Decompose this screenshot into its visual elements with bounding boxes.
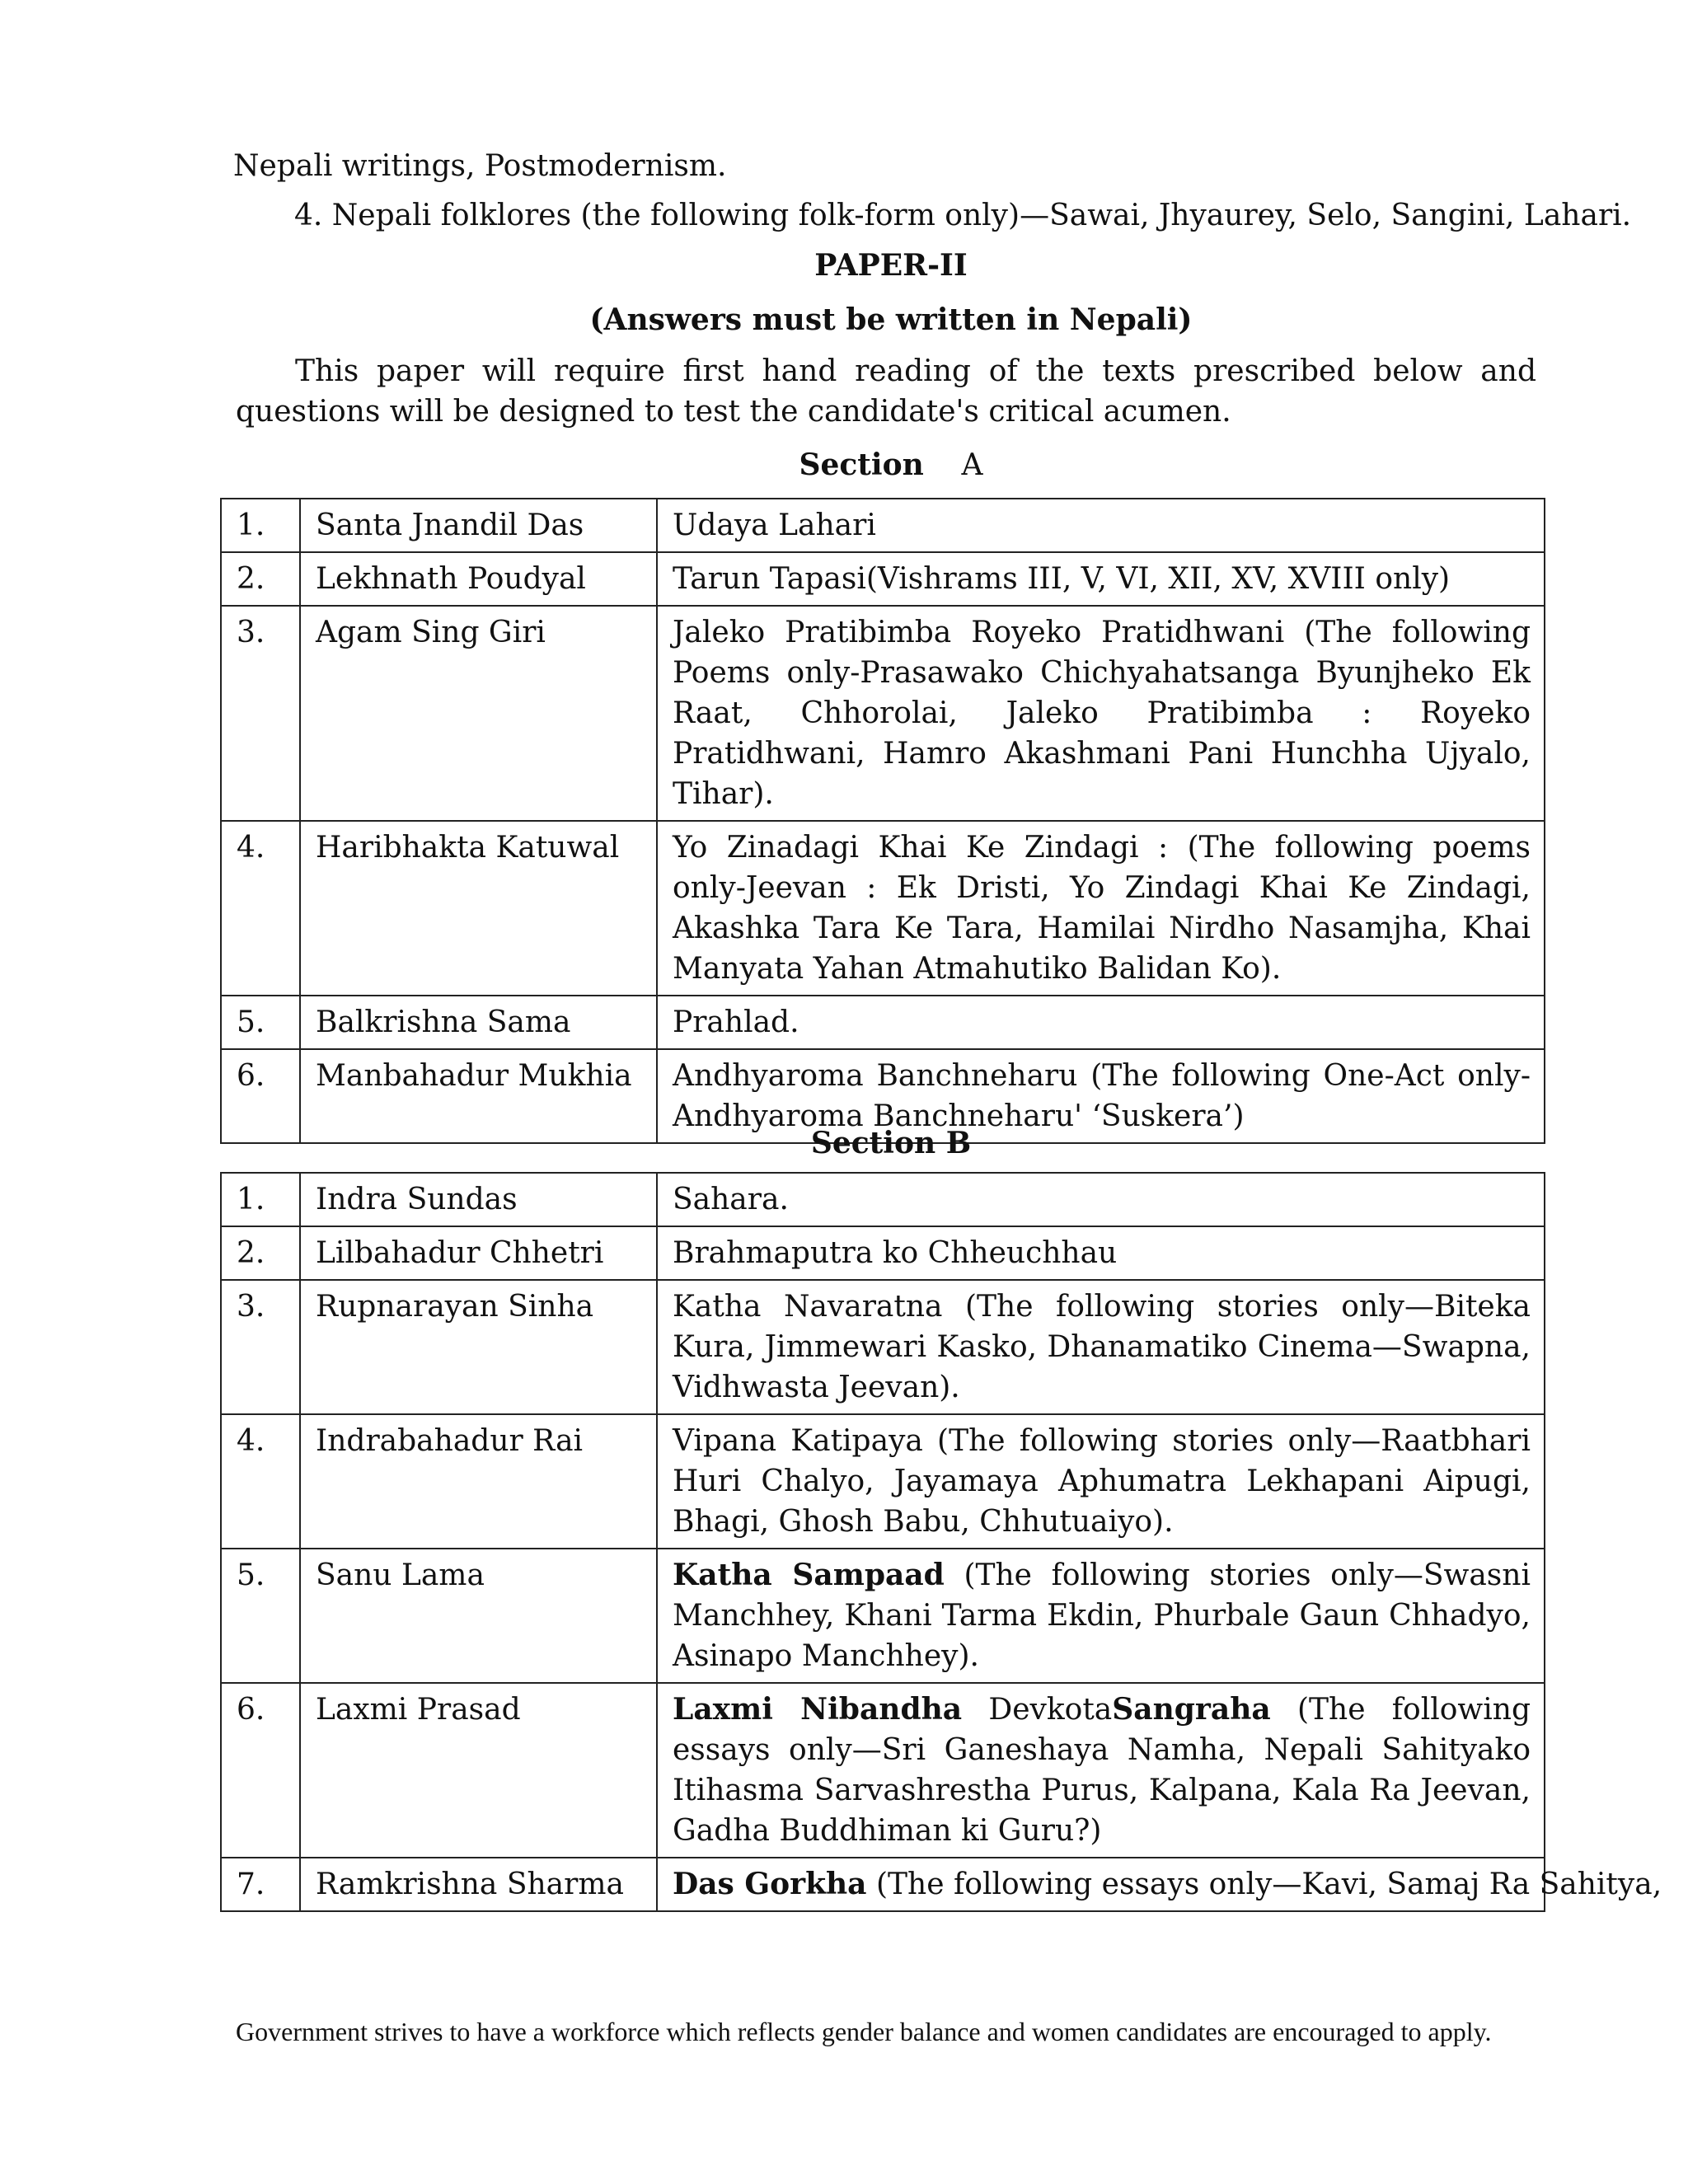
work-title: Katha Navaratna (The following stories only—Biteka Kura, Jimmewari Kasko, Dhanamatiko Cinema—Swapna, Vidhwasta Jeevan). [657, 1280, 1545, 1414]
author-name: Indra Sundas [300, 1173, 657, 1226]
work-title [657, 1858, 1662, 1911]
author-name: Santa Jnandil Das [300, 499, 657, 552]
author-name: Balkrishna Sama [300, 996, 657, 1049]
section-a-letter: A [961, 448, 983, 482]
row-number: 4. [221, 821, 300, 996]
paper-subtitle: (Answers must be written in Nepali) [589, 302, 1193, 337]
row-number: 6. [221, 1683, 300, 1858]
work-title: Yo Zinadagi Khai Ke Zindagi : (The following poems only-Jeevan : Ek Dristi, Yo Zindagi Khai Ke Zindagi, Akashka Tara Ke Tara, Hamilai Nirdho Nasamjha, Khai Manyata Yahan Atmahutiko Balidan Ko). [657, 821, 1545, 996]
folklore-item: 4. Nepali folklores (the following folk-form only)—Sawai, Jhyaurey, Selo, Sangini, Lahari. [294, 199, 1632, 232]
work-title-bold: Das Gorkha [673, 1867, 867, 1901]
table-row [221, 996, 1545, 1049]
work-title-rest: (The following essays only—Sri Ganeshaya Namha, Nepali Sahityako Itihasma Sarvashrestha Purus, Kalpana, Kala Ra Jeevan, Gadha Buddhiman ki Guru?) [673, 1693, 1531, 1848]
author-name: Lekhnath Poudyal [300, 552, 657, 606]
section-a-table [220, 498, 1545, 1144]
table-row [221, 1549, 1545, 1683]
row-number: 1. [221, 499, 300, 552]
author-name: Ramkrishna Sharma [300, 1858, 657, 1911]
work-title: Udaya Lahari [657, 499, 1545, 552]
row-number: 1. [221, 1173, 300, 1226]
row-number: 5. [221, 1549, 300, 1683]
table-row [221, 821, 1545, 996]
section-b-table [220, 1172, 1662, 1912]
work-title-mid: Devkota [962, 1693, 1113, 1727]
work-title: Andhyaroma Banchneharu (The following One-Act only-Andhyaroma Banchneharu' ‘Suskera’) [657, 1049, 1545, 1143]
work-title-rest: (The following essays only—Kavi, Samaj Ra Sahitya, [866, 1868, 1662, 1901]
work-title: Jaleko Pratibimba Royeko Pratidhwani (The following Poems only-Prasawako Chichyahatsanga Byunjheko Ek Raat, Chhorolai, Jaleko Pratibimba : Royeko Pratidhwani, Hamro Akashmani Pani Hunchha Ujyalo, Tihar). [657, 606, 1545, 821]
table-row [221, 499, 1545, 552]
intro-line: Nepali writings, Postmodernism. [233, 149, 727, 183]
author-name: Lilbahadur Chhetri [300, 1226, 657, 1280]
paper-description: This paper will require first hand reading of the texts prescribed below and questions will be designed to test the candidate's critical acumen. [236, 354, 1536, 429]
work-title [657, 1549, 1545, 1683]
paper-title: PAPER-II [814, 248, 968, 283]
table-row [221, 1173, 1545, 1226]
section-b-heading: Section B [810, 1126, 972, 1160]
table-row [221, 1683, 1545, 1858]
author-name: Rupnarayan Sinha [300, 1280, 657, 1414]
footer-note: Government strives to have a workforce which reflects gender balance and women candidates are encouraged to apply. [236, 2017, 1492, 2046]
row-number: 2. [221, 1226, 300, 1280]
section-a-label: Section [799, 448, 924, 482]
table-row [221, 1226, 1545, 1280]
table-row [221, 606, 1545, 821]
work-title: Tarun Tapasi(Vishrams III, V, VI, XII, XV, XVIII only) [657, 552, 1545, 606]
table-row [221, 1280, 1545, 1414]
row-number: 2. [221, 552, 300, 606]
row-number: 4. [221, 1414, 300, 1549]
work-title-bold: Katha Sampaad [673, 1558, 945, 1592]
author-name: Agam Sing Giri [300, 606, 657, 821]
table-row [221, 1858, 1545, 1911]
author-name: Haribhakta Katuwal [300, 821, 657, 996]
work-title-rest: (The following stories only—Swasni Manchhey, Khani Tarma Ekdin, Phurbale Gaun Chhadyo, Asinapo Manchhey). [673, 1558, 1531, 1673]
work-title: Sahara. [657, 1173, 1545, 1226]
table-row [221, 552, 1545, 606]
work-title-bold: Laxmi Nibandha [673, 1692, 963, 1727]
work-title: Brahmaputra ko Chheuchhau [657, 1226, 1545, 1280]
author-name: Indrabahadur Rai [300, 1414, 657, 1549]
row-number: 7. [221, 1858, 300, 1911]
work-title: Prahlad. [657, 996, 1545, 1049]
work-title-bold: Sangraha [1112, 1692, 1271, 1727]
row-number: 3. [221, 606, 300, 821]
section-a-heading [0, 445, 1688, 485]
row-number: 3. [221, 1280, 300, 1414]
work-title [657, 1683, 1545, 1858]
author-name: Laxmi Prasad [300, 1683, 657, 1858]
work-title: Vipana Katipaya (The following stories only—Raatbhari Huri Chalyo, Jayamaya Aphumatra Lekhapani Aipugi, Bhagi, Ghosh Babu, Chhutuaiyo). [657, 1414, 1545, 1549]
author-name: Manbahadur Mukhia [300, 1049, 657, 1143]
table-row [221, 1414, 1545, 1549]
row-number: 5. [221, 996, 300, 1049]
row-number: 6. [221, 1049, 300, 1143]
author-name: Sanu Lama [300, 1549, 657, 1683]
